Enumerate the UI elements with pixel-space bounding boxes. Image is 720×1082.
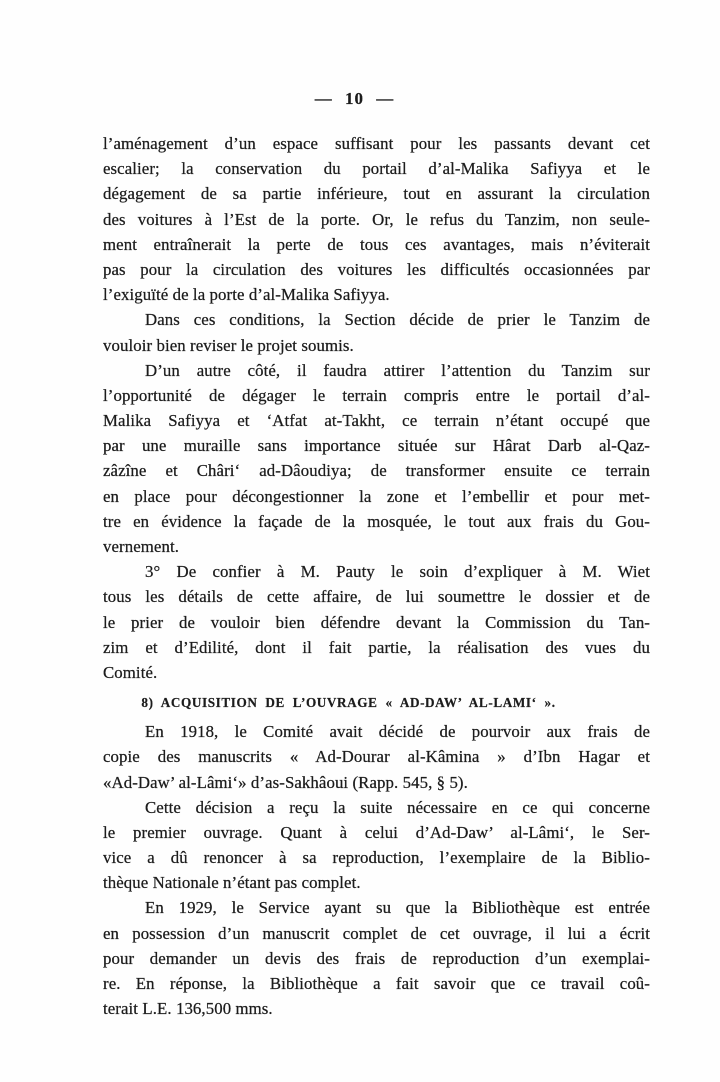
text-line: thèque Nationale n’étant pas complet. [103,873,361,893]
page-text-block [103,131,650,1021]
text-line: dégagement de sa partie inférieure, tout en assurant la circulation [103,184,650,204]
text-line: Dans ces conditions, la Section décide de prier le Tanzim de [145,310,650,330]
text-line: vouloir bien reviser le projet soumis. [103,335,354,355]
text-line: zâzîne et Châri‘ ad-Dâoudiya; de transformer ensuite ce terrain [103,461,650,481]
text-line: ment entraînerait la perte de tous ces avantages, mais n’éviterait [103,234,650,254]
text-line: tre en évidence la façade de la mosquée, le tout aux frais du Gou- [103,511,650,531]
text-line: Cette décision a reçu la suite nécessaire en ce qui concerne [145,797,650,817]
text-line: pour demander un devis des frais de reproduction d’un exemplai- [103,948,650,968]
text-line: En 1929, le Service ayant su que la Bibliothèque est entrée [145,898,650,918]
text-line: escalier; la conservation du portail d’al-Malika Safiyya et le [103,159,650,179]
text-line: 3° De confier à M. Pauty le soin d’expliquer à M. Wiet [145,562,650,582]
text-line: vice a dû renoncer à sa reproduction, l’exemplaire de la Biblio- [103,848,650,868]
text-line: zim et d’Edilité, dont il fait partie, la réalisation des vues du [103,637,650,657]
text-line: pas pour la circulation des voitures les difficultés occasionnées par [103,259,650,279]
page-number: — 10 — [314,89,395,108]
paragraph [103,795,650,896]
text-line: vernement. [103,537,180,556]
paragraph [103,131,650,307]
text-line: le premier ouvrage. Quant à celui d’Ad-Daw’ al-Lâmi‘, le Ser- [103,822,650,842]
section-heading: 8) ACQUISITION DE L’OUVRAGE « AD-DAW’ AL-LAMI‘ ». [141,695,556,711]
paragraph [103,719,650,795]
text-line: En 1918, le Comité avait décidé de pourvoir aux frais de [145,722,650,742]
text-line: terait L.E. 136,500 mms. [103,999,273,1019]
text-line: «Ad-Daw’ al-Lâmi‘» d’as-Sakhâoui (Rapp. 545, § 5). [103,772,468,792]
text-line: D’un autre côté, il faudra attirer l’attention du Tanzim sur [145,360,650,380]
text-line: Comité. [103,662,158,682]
text-line: Malika Safiyya et ‘Atfat at-Takht, ce terrain n’étant occupé que [103,411,650,431]
paragraph [103,895,650,1021]
text-line: copie des manuscrits « Ad-Dourar al-Kâmina » d’Ibn Hagar et [103,747,650,767]
text-line: re. En réponse, la Bibliothèque a fait savoir que ce travail coû- [103,974,650,993]
text-line: l’opportunité de dégager le terrain compris entre le portail d’al- [103,385,650,405]
text-line: des voitures à l’Est de la porte. Or, le refus du Tanzim, non seule- [103,209,650,229]
text-line: en possession d’un manuscrit complet de cet ouvrage, il lui a écrit [103,923,650,943]
paragraph [103,307,650,357]
text-line: par une muraille sans importance située sur Hârat Darb al-Qaz- [103,436,650,456]
paragraph [103,358,650,560]
text-line: tous les détails de cette affaire, de lui soumettre le dossier et de [103,587,650,607]
text-line: le prier de vouloir bien défendre devant la Commission du Tan- [103,612,650,632]
paragraph [103,559,650,685]
text-line: l’aménagement d’un espace suffisant pour les passants devant cet [103,134,650,153]
text-line: l’exiguïté de la porte d’al-Malika Safiyya. [103,285,390,305]
text-line: en place pour décongestionner la zone et l’embellir et pour met- [103,486,650,506]
